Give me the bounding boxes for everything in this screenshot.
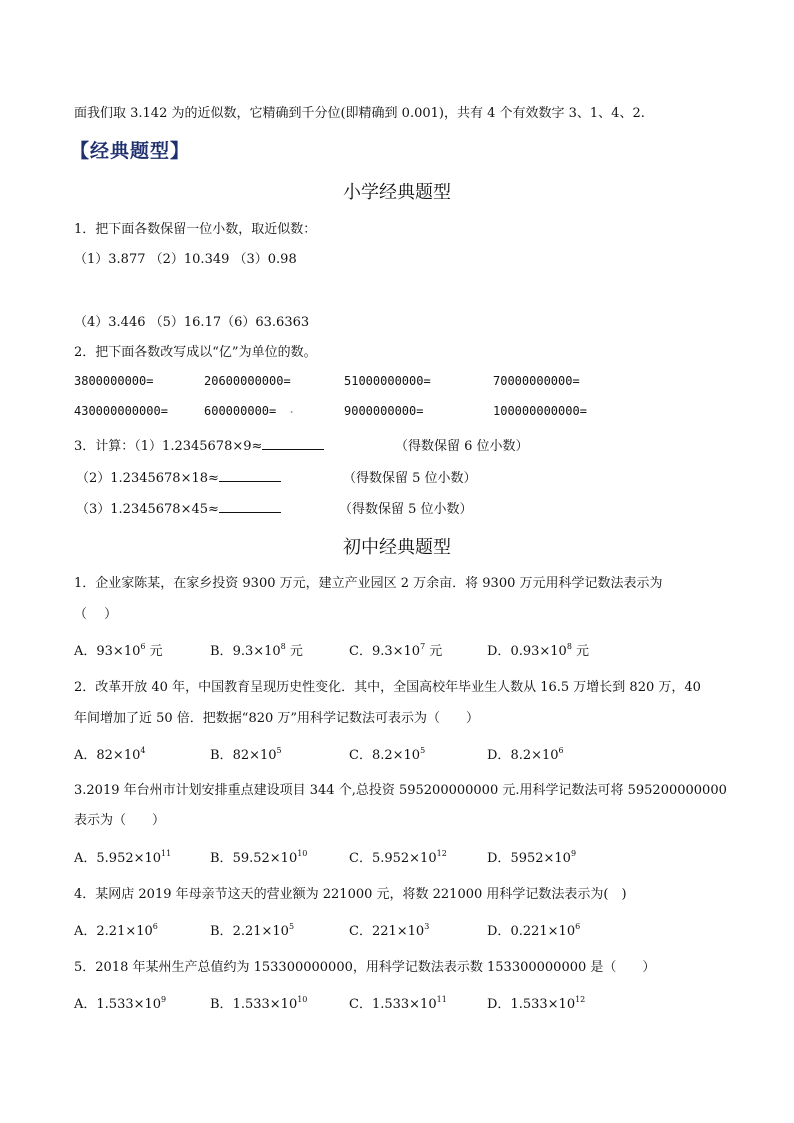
- option-label: C．: [349, 997, 372, 1012]
- option-exponent: 12: [575, 995, 586, 1004]
- primary-q1-row2: （4）3.446 （5）16.17（6）63.6363: [74, 315, 310, 330]
- option-b[interactable]: [210, 847, 307, 866]
- option-base: 82×10: [232, 748, 277, 763]
- option-c[interactable]: [349, 744, 425, 763]
- middle-q1-stem-line1: 1．企业家陈某，在家乡投资 9300 万元，建立产业园区 2 万余亩．将 9300 万元用科学记数法表示为: [74, 576, 663, 591]
- option-base: 0.221×10: [510, 924, 576, 939]
- middle-q3-stem-line1: 3.2019 年台州市计划安排重点建设项目 344 个,总投资 595200000000 元.用科学记数法可将 595200000000: [74, 783, 727, 798]
- option-label: A．: [74, 924, 97, 939]
- option-base: 5952×10: [510, 851, 571, 866]
- option-c[interactable]: [349, 920, 429, 939]
- q3-expr: （2）1.2345678×18≈: [76, 471, 219, 486]
- option-base: 59.52×10: [232, 851, 298, 866]
- option-exponent: 11: [436, 995, 447, 1004]
- option-d[interactable]: [487, 993, 585, 1012]
- option-label: A．: [74, 851, 97, 866]
- option-exponent: 3: [424, 922, 430, 931]
- answer-blank[interactable]: [219, 500, 281, 513]
- option-b[interactable]: [210, 920, 294, 939]
- q3-note: （得数保留 6 位小数）: [395, 439, 529, 454]
- option-exponent: 10: [297, 849, 308, 858]
- option-label: D．: [487, 851, 511, 866]
- q2-cell: 51000000000=: [344, 374, 431, 388]
- primary-q3-row1: [74, 435, 324, 454]
- option-label: C．: [349, 644, 372, 659]
- option-c[interactable]: [349, 847, 447, 866]
- primary-q1-row1: （1）3.877 （2）10.349 （3）0.98: [74, 252, 297, 267]
- option-a[interactable]: [74, 847, 171, 866]
- option-d[interactable]: [487, 744, 564, 763]
- option-base: 2.21×10: [232, 924, 289, 939]
- option-c[interactable]: [349, 640, 442, 659]
- option-unit: 元: [425, 644, 443, 659]
- primary-q2-stem: 2．把下面各数改写成以“亿”为单位的数。: [74, 345, 317, 360]
- option-b[interactable]: [210, 744, 282, 763]
- option-exponent: 8: [566, 642, 572, 651]
- section-tag: 【经典题型】: [70, 140, 191, 162]
- option-a[interactable]: [74, 640, 163, 659]
- option-exponent: 5: [276, 746, 282, 755]
- option-label: D．: [487, 997, 511, 1012]
- middle-q4-stem: 4．某网店 2019 年母亲节这天的营业额为 221000 元，将数 221000 用科学记数法表示为( ): [74, 887, 627, 902]
- option-base: 9.3×10: [232, 644, 281, 659]
- middle-q5-stem: 5．2018 年某州生产总值约为 153300000000，用科学记数法表示数 153300000000 是（ ）: [74, 960, 656, 975]
- option-label: C．: [349, 851, 372, 866]
- option-label: D．: [487, 924, 511, 939]
- q3-expr: （3）1.2345678×45≈: [76, 502, 219, 517]
- option-exponent: 12: [436, 849, 447, 858]
- option-label: B．: [210, 924, 233, 939]
- option-exponent: 9: [161, 995, 167, 1004]
- primary-q1-stem: 1．把下面各数保留一位小数，取近似数：: [74, 222, 317, 237]
- option-exponent: 8: [280, 642, 286, 651]
- q3-note: （得数保留 5 位小数）: [339, 502, 473, 517]
- option-base: 1.533×10: [232, 997, 298, 1012]
- option-unit: 元: [571, 644, 590, 659]
- q2-cell: 3800000000=: [74, 374, 154, 388]
- q3-stem: 3．计算：: [74, 439, 135, 454]
- option-a[interactable]: [74, 920, 158, 939]
- option-exponent: 11: [161, 849, 172, 858]
- option-exponent: 4: [140, 746, 146, 755]
- answer-blank[interactable]: [262, 437, 324, 450]
- q2-cell: 100000000000=: [493, 404, 587, 418]
- option-a[interactable]: [74, 744, 145, 763]
- option-d[interactable]: [487, 920, 580, 939]
- option-exponent: 6: [140, 642, 146, 651]
- option-label: B．: [210, 851, 233, 866]
- option-base: 0.93×10: [510, 644, 567, 659]
- option-exponent: 10: [297, 995, 308, 1004]
- middle-heading: 初中经典题型: [343, 537, 451, 558]
- option-base: 221×10: [371, 924, 425, 939]
- option-base: 2.21×10: [96, 924, 153, 939]
- option-label: C．: [349, 748, 372, 763]
- option-label: B．: [210, 644, 233, 659]
- option-label: B．: [210, 748, 233, 763]
- q2-cell: 70000000000=: [493, 374, 580, 388]
- option-label: C．: [349, 924, 372, 939]
- option-label: A．: [74, 644, 97, 659]
- option-base: 1.533×10: [510, 997, 576, 1012]
- option-base: 82×10: [96, 748, 141, 763]
- option-label: D．: [487, 644, 511, 659]
- middle-q2-stem-line1: 2．改革开放 40 年，中国教育呈现历史性变化．其中，全国高校年毕业生人数从 16.5 万增长到 820 万，40: [74, 680, 701, 695]
- option-base: 5.952×10: [371, 851, 437, 866]
- option-exponent: 9: [570, 849, 577, 858]
- middle-q2-stem-line2: 年间增加了近 50 倍．把数据“820 万”用科学记数法可表示为（ ）: [74, 711, 480, 726]
- option-exponent: 7: [420, 642, 426, 651]
- option-base: 1.533×10: [96, 997, 162, 1012]
- option-d[interactable]: [487, 847, 576, 866]
- option-base: 9.3×10: [371, 644, 421, 659]
- option-b[interactable]: [210, 640, 303, 659]
- option-base: 1.533×10: [371, 997, 437, 1012]
- intro-paragraph: 面我们取 3.142 为的近似数，它精确到千分位(即精确到 0.001)，共有 4 个有效数字 3、1、4、2.: [74, 106, 645, 121]
- option-exponent: 5: [420, 746, 426, 755]
- primary-q3-row3: [76, 498, 281, 517]
- middle-q3-stem-line2: 表示为（ ）: [74, 813, 166, 828]
- q3-note: （得数保留 5 位小数）: [343, 471, 477, 486]
- option-base: 8.2×10: [510, 748, 559, 763]
- option-c[interactable]: [349, 993, 447, 1012]
- option-exponent: 6: [152, 922, 158, 931]
- q3-expr: （1）1.2345678×9≈: [134, 439, 263, 454]
- option-exponent: 6: [575, 922, 581, 931]
- option-exponent: 6: [558, 746, 564, 755]
- option-unit: 元: [285, 644, 303, 659]
- option-label: A．: [74, 997, 97, 1012]
- option-unit: 元: [145, 644, 163, 659]
- answer-blank[interactable]: [219, 469, 281, 482]
- q2-cell: 9000000000=: [344, 404, 424, 418]
- stray-dot: .: [288, 402, 296, 416]
- option-a[interactable]: [74, 993, 166, 1012]
- option-base: 93×10: [96, 644, 141, 659]
- option-base: 8.2×10: [371, 748, 421, 763]
- q2-cell: 430000000000=: [74, 404, 168, 418]
- middle-q1-stem-line2: （ ）: [74, 607, 118, 622]
- primary-q3-row2: [76, 467, 281, 486]
- option-label: B．: [210, 997, 233, 1012]
- option-base: 5.952×10: [96, 851, 162, 866]
- option-b[interactable]: [210, 993, 307, 1012]
- q2-cell: 600000000=: [204, 404, 277, 418]
- q2-cell: 20600000000=: [204, 374, 291, 388]
- option-label: D．: [487, 748, 511, 763]
- option-exponent: 5: [288, 922, 295, 931]
- option-label: A．: [74, 748, 97, 763]
- primary-heading: 小学经典题型: [343, 182, 451, 203]
- option-d[interactable]: [487, 640, 589, 659]
